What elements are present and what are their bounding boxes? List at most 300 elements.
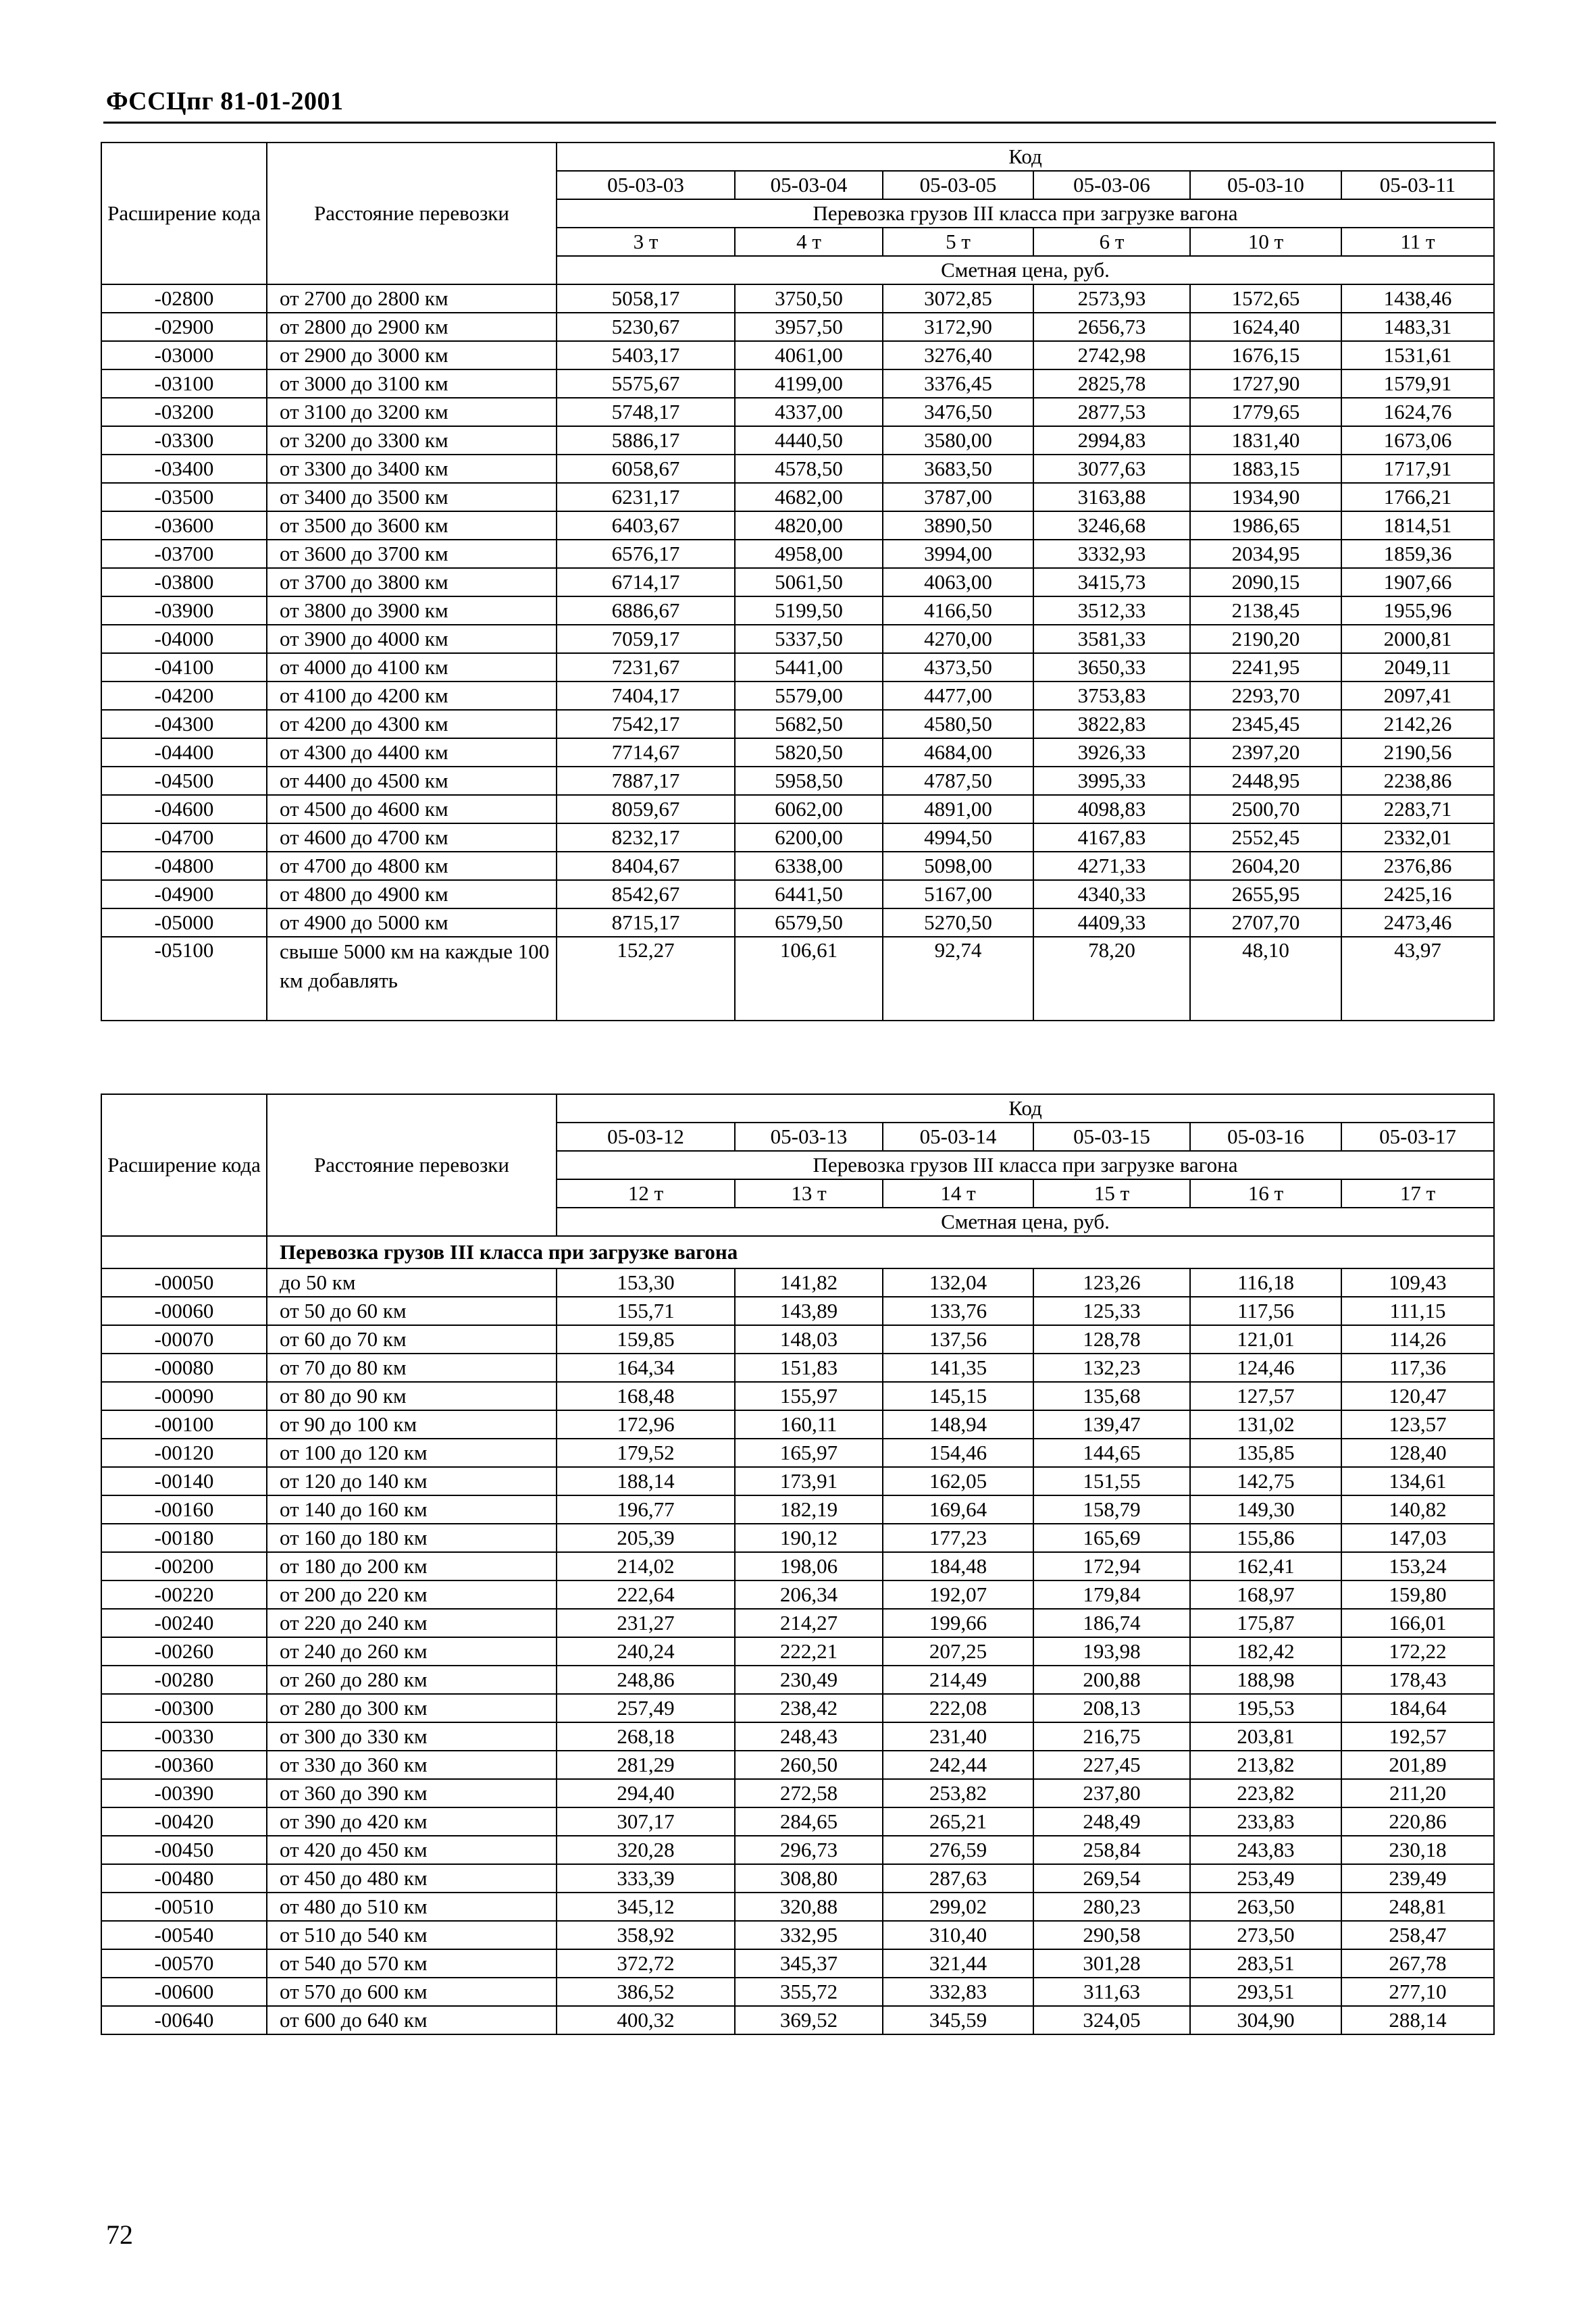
code-extension-cell: -00600 (101, 1978, 267, 2006)
price-cell: 117,36 (1341, 1354, 1494, 1382)
price-cell: 4891,00 (883, 795, 1033, 823)
price-cell: 116,18 (1190, 1268, 1341, 1297)
price-cell: 2877,53 (1033, 398, 1190, 426)
price-cell: 155,71 (557, 1297, 735, 1325)
price-cell: 3957,50 (735, 313, 883, 341)
price-cell: 1531,61 (1341, 341, 1494, 369)
distance-cell: от 100 до 120 км (267, 1439, 557, 1467)
table-row (101, 795, 1494, 823)
price-cell: 1766,21 (1341, 483, 1494, 511)
col-header-code-extension: Расширение кода (101, 143, 267, 284)
distance-cell: от 3900 до 4000 км (267, 625, 557, 653)
table-row (101, 1382, 1494, 1410)
price-cell: 158,79 (1033, 1495, 1190, 1524)
section-title: Перевозка грузов III класса при загрузке вагона (267, 1236, 1494, 1268)
code-header: 05-03-15 (1033, 1123, 1190, 1151)
price-cell: 8059,67 (557, 795, 735, 823)
price-cell: 111,15 (1341, 1297, 1494, 1325)
price-cell: 3994,00 (883, 540, 1033, 568)
price-cell: 4580,50 (883, 710, 1033, 738)
price-cell: 165,69 (1033, 1524, 1190, 1552)
price-cell: 2190,56 (1341, 738, 1494, 767)
price-cell: 182,19 (735, 1495, 883, 1524)
price-cell: 6886,67 (557, 596, 735, 625)
price-cell: 205,39 (557, 1524, 735, 1552)
price-cell: 179,84 (1033, 1580, 1190, 1609)
table-row (101, 1609, 1494, 1637)
price-cell: 268,18 (557, 1722, 735, 1751)
code-extension-cell: -03600 (101, 511, 267, 540)
price-cell: 248,86 (557, 1666, 735, 1694)
code-header: 05-03-03 (557, 171, 735, 199)
code-header: 05-03-16 (1190, 1123, 1341, 1151)
table-row (101, 738, 1494, 767)
table-row (101, 880, 1494, 908)
price-cell: 149,30 (1190, 1495, 1341, 1524)
price-cell: 190,12 (735, 1524, 883, 1552)
price-cell: 48,10 (1190, 937, 1341, 1021)
price-cell: 258,84 (1033, 1836, 1190, 1864)
price-cell: 3753,83 (1033, 682, 1190, 710)
section-empty-cell (101, 1236, 267, 1268)
price-cell: 145,15 (883, 1382, 1033, 1410)
code-extension-cell: -04700 (101, 823, 267, 852)
code-extension-cell: -00480 (101, 1864, 267, 1893)
price-cell: 213,82 (1190, 1751, 1341, 1779)
price-cell: 3581,33 (1033, 625, 1190, 653)
tonnage-header: 6 т (1033, 228, 1190, 256)
price-cell: 196,77 (557, 1495, 735, 1524)
price-cell: 2604,20 (1190, 852, 1341, 880)
price-cell: 182,42 (1190, 1637, 1341, 1666)
price-cell: 324,05 (1033, 2006, 1190, 2034)
table-row (101, 823, 1494, 852)
price-cell: 7231,67 (557, 653, 735, 682)
price-cell: 192,57 (1341, 1722, 1494, 1751)
price-cell: 308,80 (735, 1864, 883, 1893)
distance-cell: от 450 до 480 км (267, 1864, 557, 1893)
price-cell: 8542,67 (557, 880, 735, 908)
code-extension-cell: -04100 (101, 653, 267, 682)
code-extension-cell: -04800 (101, 852, 267, 880)
col-header-distance: Расстояние перевозки (267, 1094, 557, 1236)
table-row (101, 596, 1494, 625)
code-extension-cell: -00260 (101, 1637, 267, 1666)
price-cell: 386,52 (557, 1978, 735, 2006)
price-cell: 153,30 (557, 1268, 735, 1297)
price-cell: 175,87 (1190, 1609, 1341, 1637)
price-cell: 222,08 (883, 1694, 1033, 1722)
price-cell: 6200,00 (735, 823, 883, 852)
price-cell: 8404,67 (557, 852, 735, 880)
price-cell: 162,05 (883, 1467, 1033, 1495)
distance-cell: от 3600 до 3700 км (267, 540, 557, 568)
price-cell: 284,65 (735, 1807, 883, 1836)
table-row (101, 1949, 1494, 1978)
price-cell: 2473,46 (1341, 908, 1494, 937)
distance-cell: от 510 до 540 км (267, 1921, 557, 1949)
price-cell: 2142,26 (1341, 710, 1494, 738)
section-row (101, 1236, 1494, 1268)
price-cell: 4820,00 (735, 511, 883, 540)
code-extension-cell: -03000 (101, 341, 267, 369)
price-cell: 265,21 (883, 1807, 1033, 1836)
distance-cell: от 4200 до 4300 км (267, 710, 557, 738)
price-cell: 4340,33 (1033, 880, 1190, 908)
price-cell: 277,10 (1341, 1978, 1494, 2006)
table-row (101, 455, 1494, 483)
price-cell: 151,83 (735, 1354, 883, 1382)
code-extension-cell: -03900 (101, 596, 267, 625)
price-cell: 2332,01 (1341, 823, 1494, 852)
table-row (101, 653, 1494, 682)
price-cell: 4063,00 (883, 568, 1033, 596)
distance-cell: от 4400 до 4500 км (267, 767, 557, 795)
price-cell: 140,82 (1341, 1495, 1494, 1524)
price-cell: 188,14 (557, 1467, 735, 1495)
price-table-2 (101, 1094, 1495, 2035)
distance-cell: от 160 до 180 км (267, 1524, 557, 1552)
price-cell: 192,07 (883, 1580, 1033, 1609)
table-row (101, 1722, 1494, 1751)
price-cell: 310,40 (883, 1921, 1033, 1949)
tonnage-header: 16 т (1190, 1179, 1341, 1208)
table-row (101, 682, 1494, 710)
col-header-distance: Расстояние перевозки (267, 143, 557, 284)
price-cell: 128,78 (1033, 1325, 1190, 1354)
tonnage-header: 17 т (1341, 1179, 1494, 1208)
code-extension-cell: -02900 (101, 313, 267, 341)
code-extension-cell: -00180 (101, 1524, 267, 1552)
distance-cell: от 3200 до 3300 км (267, 426, 557, 455)
price-cell: 258,47 (1341, 1921, 1494, 1949)
price-cell: 281,29 (557, 1751, 735, 1779)
price-cell: 355,72 (735, 1978, 883, 2006)
price-cell: 1986,65 (1190, 511, 1341, 540)
table-row (101, 1268, 1494, 1297)
price-cell: 151,55 (1033, 1467, 1190, 1495)
price-cell: 5575,67 (557, 369, 735, 398)
price-cell: 253,82 (883, 1779, 1033, 1807)
price-cell: 1727,90 (1190, 369, 1341, 398)
header-divider (103, 122, 1496, 124)
distance-cell: от 50 до 60 км (267, 1297, 557, 1325)
price-cell: 198,06 (735, 1552, 883, 1580)
distance-cell: от 2900 до 3000 км (267, 341, 557, 369)
price-cell: 214,02 (557, 1552, 735, 1580)
tonnage-header: 10 т (1190, 228, 1341, 256)
price-cell: 3512,33 (1033, 596, 1190, 625)
price-unit-header: Сметная цена, руб. (557, 1208, 1494, 1236)
table-row (101, 284, 1494, 313)
price-cell: 3995,33 (1033, 767, 1190, 795)
table-row (101, 1779, 1494, 1807)
price-cell: 227,45 (1033, 1751, 1190, 1779)
price-cell: 2049,11 (1341, 653, 1494, 682)
distance-cell: от 300 до 330 км (267, 1722, 557, 1751)
code-extension-cell: -00510 (101, 1893, 267, 1921)
price-cell: 4684,00 (883, 738, 1033, 767)
price-cell: 5058,17 (557, 284, 735, 313)
price-cell: 135,68 (1033, 1382, 1190, 1410)
tonnage-header: 11 т (1341, 228, 1494, 256)
tonnage-header: 5 т (883, 228, 1033, 256)
distance-cell: от 220 до 240 км (267, 1609, 557, 1637)
price-cell: 2241,95 (1190, 653, 1341, 682)
code-extension-cell: -03800 (101, 568, 267, 596)
price-cell: 6576,17 (557, 540, 735, 568)
price-cell: 5403,17 (557, 341, 735, 369)
code-header: 05-03-05 (883, 171, 1033, 199)
price-cell: 2707,70 (1190, 908, 1341, 937)
code-header: 05-03-12 (557, 1123, 735, 1151)
price-cell: 4167,83 (1033, 823, 1190, 852)
price-cell: 5337,50 (735, 625, 883, 653)
code-extension-cell: -03500 (101, 483, 267, 511)
price-cell: 6062,00 (735, 795, 883, 823)
price-cell: 223,82 (1190, 1779, 1341, 1807)
distance-cell: от 4900 до 5000 км (267, 908, 557, 937)
table-row (101, 625, 1494, 653)
price-cell: 2034,95 (1190, 540, 1341, 568)
code-extension-cell: -00080 (101, 1354, 267, 1382)
price-cell: 231,27 (557, 1609, 735, 1637)
code-extension-cell: -00330 (101, 1722, 267, 1751)
price-cell: 3172,90 (883, 313, 1033, 341)
price-cell: 3163,88 (1033, 483, 1190, 511)
price-cell: 283,51 (1190, 1949, 1341, 1978)
price-cell: 333,39 (557, 1864, 735, 1893)
price-cell: 4578,50 (735, 455, 883, 483)
table-row (101, 568, 1494, 596)
price-cell: 179,52 (557, 1439, 735, 1467)
price-cell: 1779,65 (1190, 398, 1341, 426)
distance-cell: от 140 до 160 км (267, 1495, 557, 1524)
price-cell: 4271,33 (1033, 852, 1190, 880)
distance-cell: от 420 до 450 км (267, 1836, 557, 1864)
table-row (101, 341, 1494, 369)
price-cell: 1859,36 (1341, 540, 1494, 568)
price-cell: 242,44 (883, 1751, 1033, 1779)
price-cell: 4337,00 (735, 398, 883, 426)
distance-cell: от 600 до 640 км (267, 2006, 557, 2034)
tonnage-header: 15 т (1033, 1179, 1190, 1208)
code-extension-cell: -02800 (101, 284, 267, 313)
price-cell: 4994,50 (883, 823, 1033, 852)
distance-cell: от 200 до 220 км (267, 1580, 557, 1609)
price-cell: 299,02 (883, 1893, 1033, 1921)
table-row (101, 313, 1494, 341)
price-cell: 132,23 (1033, 1354, 1190, 1382)
price-cell: 4270,00 (883, 625, 1033, 653)
price-cell: 5748,17 (557, 398, 735, 426)
price-cell: 1814,51 (1341, 511, 1494, 540)
table-row (101, 1325, 1494, 1354)
price-cell: 1907,66 (1341, 568, 1494, 596)
table-row (101, 1524, 1494, 1552)
price-cell: 2397,20 (1190, 738, 1341, 767)
distance-cell: свыше 5000 км на каждые 100 км добавлять (267, 937, 557, 1021)
distance-cell: от 3400 до 3500 км (267, 483, 557, 511)
price-cell: 332,95 (735, 1921, 883, 1949)
price-cell: 2573,93 (1033, 284, 1190, 313)
price-cell: 2090,15 (1190, 568, 1341, 596)
distance-cell: от 180 до 200 км (267, 1552, 557, 1580)
code-extension-cell: -04500 (101, 767, 267, 795)
code-extension-cell: -00640 (101, 2006, 267, 2034)
price-cell: 188,98 (1190, 1666, 1341, 1694)
price-cell: 280,23 (1033, 1893, 1190, 1921)
price-cell: 5098,00 (883, 852, 1033, 880)
distance-cell: от 4800 до 4900 км (267, 880, 557, 908)
price-cell: 222,64 (557, 1580, 735, 1609)
table-row (101, 1694, 1494, 1722)
price-cell: 142,75 (1190, 1467, 1341, 1495)
price-cell: 1717,91 (1341, 455, 1494, 483)
price-cell: 147,03 (1341, 1524, 1494, 1552)
table-row (101, 767, 1494, 795)
price-cell: 6714,17 (557, 568, 735, 596)
price-cell: 237,80 (1033, 1779, 1190, 1807)
price-cell: 92,74 (883, 937, 1033, 1021)
distance-cell: от 260 до 280 км (267, 1666, 557, 1694)
code-extension-cell: -00100 (101, 1410, 267, 1439)
document-code-header: ФССЦпг 81-01-2001 (106, 87, 344, 115)
price-cell: 5167,00 (883, 880, 1033, 908)
price-cell: 214,49 (883, 1666, 1033, 1694)
table-row (101, 908, 1494, 937)
price-cell: 2000,81 (1341, 625, 1494, 653)
price-cell: 139,47 (1033, 1410, 1190, 1439)
price-cell: 162,41 (1190, 1552, 1341, 1580)
price-cell: 195,53 (1190, 1694, 1341, 1722)
price-cell: 135,85 (1190, 1439, 1341, 1467)
table-row (101, 1978, 1494, 2006)
code-extension-cell: -04300 (101, 710, 267, 738)
code-extension-cell: -00540 (101, 1921, 267, 1949)
tonnage-header: 14 т (883, 1179, 1033, 1208)
price-cell: 159,80 (1341, 1580, 1494, 1609)
price-cell: 117,56 (1190, 1297, 1341, 1325)
table-row (101, 1807, 1494, 1836)
price-cell: 294,40 (557, 1779, 735, 1807)
price-cell: 121,01 (1190, 1325, 1341, 1354)
code-extension-cell: -04600 (101, 795, 267, 823)
price-cell: 276,59 (883, 1836, 1033, 1864)
price-cell: 3750,50 (735, 284, 883, 313)
distance-cell: от 280 до 300 км (267, 1694, 557, 1722)
price-cell: 165,97 (735, 1439, 883, 1467)
tonnage-header: 13 т (735, 1179, 883, 1208)
price-cell: 1673,06 (1341, 426, 1494, 455)
price-cell: 5820,50 (735, 738, 883, 767)
price-cell: 1483,31 (1341, 313, 1494, 341)
price-cell: 369,52 (735, 2006, 883, 2034)
price-cell: 153,24 (1341, 1552, 1494, 1580)
code-extension-cell: -05000 (101, 908, 267, 937)
code-header: 05-03-14 (883, 1123, 1033, 1151)
price-cell: 243,83 (1190, 1836, 1341, 1864)
price-cell: 43,97 (1341, 937, 1494, 1021)
col-header-code-extension: Расширение кода (101, 1094, 267, 1236)
table-row (101, 1467, 1494, 1495)
price-cell: 4166,50 (883, 596, 1033, 625)
table-row (101, 1864, 1494, 1893)
price-unit-header: Сметная цена, руб. (557, 256, 1494, 284)
price-cell: 400,32 (557, 2006, 735, 2034)
price-cell: 3276,40 (883, 341, 1033, 369)
price-cell: 7714,67 (557, 738, 735, 767)
price-cell: 4061,00 (735, 341, 883, 369)
price-cell: 5886,17 (557, 426, 735, 455)
price-cell: 7059,17 (557, 625, 735, 653)
code-extension-cell: -00050 (101, 1268, 267, 1297)
code-header: 05-03-06 (1033, 171, 1190, 199)
price-cell: 132,04 (883, 1268, 1033, 1297)
code-extension-cell: -04200 (101, 682, 267, 710)
price-cell: 320,88 (735, 1893, 883, 1921)
price-cell: 6231,17 (557, 483, 735, 511)
distance-cell: от 540 до 570 км (267, 1949, 557, 1978)
price-cell: 7887,17 (557, 767, 735, 795)
price-cell: 2448,95 (1190, 767, 1341, 795)
page-number: 72 (106, 2219, 133, 2250)
price-cell: 144,65 (1033, 1439, 1190, 1467)
code-extension-cell: -00280 (101, 1666, 267, 1694)
price-cell: 208,13 (1033, 1694, 1190, 1722)
table-row (101, 710, 1494, 738)
code-extension-cell: -04900 (101, 880, 267, 908)
table-row (101, 398, 1494, 426)
price-cell: 3476,50 (883, 398, 1033, 426)
table-row (101, 1666, 1494, 1694)
price-cell: 248,81 (1341, 1893, 1494, 1921)
code-extension-cell: -00140 (101, 1467, 267, 1495)
price-cell: 2425,16 (1341, 880, 1494, 908)
price-cell: 8232,17 (557, 823, 735, 852)
price-cell: 186,74 (1033, 1609, 1190, 1637)
price-cell: 5579,00 (735, 682, 883, 710)
price-cell: 4477,00 (883, 682, 1033, 710)
price-cell: 240,24 (557, 1637, 735, 1666)
price-cell: 2345,45 (1190, 710, 1341, 738)
price-cell: 3580,00 (883, 426, 1033, 455)
table-row (101, 483, 1494, 511)
price-cell: 5270,50 (883, 908, 1033, 937)
table-row (101, 511, 1494, 540)
price-cell: 272,58 (735, 1779, 883, 1807)
table-row (101, 540, 1494, 568)
price-cell: 358,92 (557, 1921, 735, 1949)
distance-cell: от 3300 до 3400 км (267, 455, 557, 483)
distance-cell: от 570 до 600 км (267, 1978, 557, 2006)
price-cell: 307,17 (557, 1807, 735, 1836)
code-header: 05-03-11 (1341, 171, 1494, 199)
price-cell: 293,51 (1190, 1978, 1341, 2006)
cargo-group-header: Перевозка грузов III класса при загрузке вагона (557, 1151, 1494, 1179)
price-cell: 3926,33 (1033, 738, 1190, 767)
code-extension-cell: -00160 (101, 1495, 267, 1524)
price-cell: 164,34 (557, 1354, 735, 1382)
code-header: 05-03-04 (735, 171, 883, 199)
code-extension-cell: -03300 (101, 426, 267, 455)
code-extension-cell: -00450 (101, 1836, 267, 1864)
price-cell: 6403,67 (557, 511, 735, 540)
price-cell: 5061,50 (735, 568, 883, 596)
price-cell: 2190,20 (1190, 625, 1341, 653)
code-extension-cell: -00120 (101, 1439, 267, 1467)
table-row (101, 1297, 1494, 1325)
